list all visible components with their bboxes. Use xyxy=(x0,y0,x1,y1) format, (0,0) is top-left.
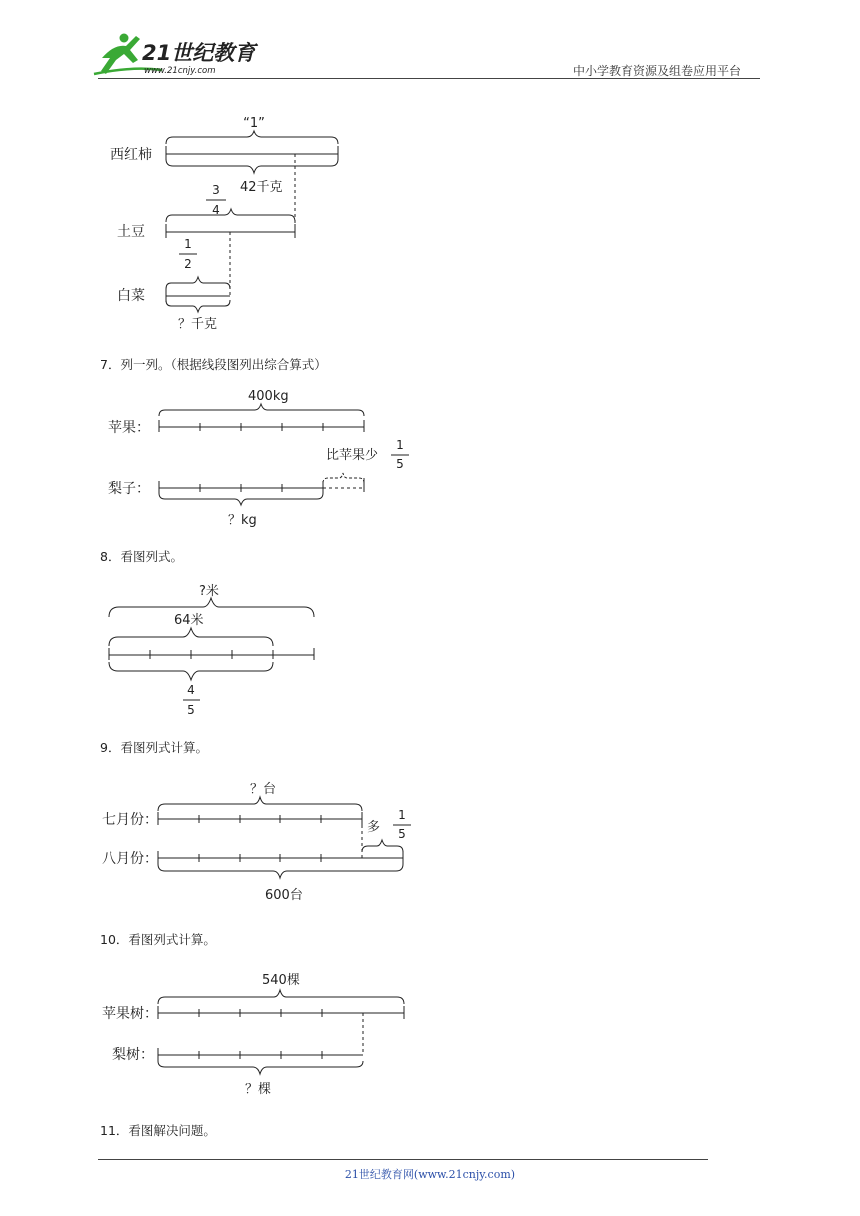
brace-bottom-cabbage xyxy=(166,300,230,312)
label-question: ?米 xyxy=(199,584,219,599)
logo-text: 21世纪教育 xyxy=(142,41,256,65)
fraction-denominator: 4 xyxy=(212,203,220,217)
row-label-apple-tree: 苹果树： xyxy=(102,1006,158,1022)
brace-top-potato xyxy=(166,209,295,222)
row-label-tomato: 西红柿 xyxy=(110,147,152,163)
label-question: ？千克 xyxy=(178,317,218,332)
row-label-pear: 梨子： xyxy=(108,481,150,497)
row-label-august: 八月份： xyxy=(102,851,158,867)
figure-q9 xyxy=(0,770,860,910)
question-11-title: 11．看图解决问题。 xyxy=(100,1123,216,1138)
label-question: ？棵 xyxy=(245,1082,272,1097)
label-more: 多 xyxy=(367,820,381,835)
header-divider xyxy=(98,78,760,79)
footer-divider xyxy=(98,1159,708,1160)
fraction-numerator: 1 xyxy=(184,237,192,251)
fraction-denominator: 2 xyxy=(184,257,192,271)
brace-bottom-tomato xyxy=(166,159,338,173)
question-7-title: 7．列一列。（根据线段图列出综合算式） xyxy=(100,357,327,372)
footer-text: 21世纪教育网(www.21cnjy.com) xyxy=(344,1168,516,1181)
row-label-july: 七月份： xyxy=(102,812,158,828)
logo-url: www.21cnjy.com xyxy=(144,66,216,76)
fraction-denominator: 5 xyxy=(398,827,406,841)
fraction-numerator: 1 xyxy=(396,438,404,452)
figure-q10 xyxy=(0,960,860,1100)
fraction-numerator: 3 xyxy=(212,183,220,197)
brace-top-tomato xyxy=(166,131,338,144)
label-total: 540棵 xyxy=(262,973,300,988)
row-label-pear-tree: 梨树： xyxy=(112,1047,154,1063)
brace-top-cabbage xyxy=(166,277,230,289)
question-10-title: 10．看图列式计算。 xyxy=(100,932,216,947)
label-amount: 42千克 xyxy=(240,180,283,195)
fraction-denominator: 5 xyxy=(396,457,404,471)
label-question: ？kg xyxy=(228,513,257,528)
question-9-title: 9．看图列式计算。 xyxy=(100,740,208,755)
row-label-apple: 苹果： xyxy=(108,420,150,436)
site-logo xyxy=(92,30,262,80)
figure-q8 xyxy=(0,575,860,725)
question-8-title: 8．看图列式。 xyxy=(100,549,183,564)
label-part: 64米 xyxy=(174,613,204,628)
fraction-numerator: 4 xyxy=(187,683,195,697)
figure-q7 xyxy=(0,380,860,530)
figure-q6 xyxy=(0,100,860,340)
label-question: ？台 xyxy=(250,782,277,797)
label-one: “1” xyxy=(243,116,265,131)
header-platform-text: 中小学教育资源及组卷应用平台 xyxy=(573,64,742,78)
fraction-denominator: 5 xyxy=(187,703,195,717)
label-total: 600台 xyxy=(265,888,303,903)
row-label-potato: 土豆 xyxy=(117,224,145,240)
fraction-numerator: 1 xyxy=(398,808,406,822)
label-less-than-apple: 比苹果少 xyxy=(326,448,379,463)
label-total: 400kg xyxy=(248,389,289,404)
row-label-cabbage: 白菜 xyxy=(117,288,145,304)
